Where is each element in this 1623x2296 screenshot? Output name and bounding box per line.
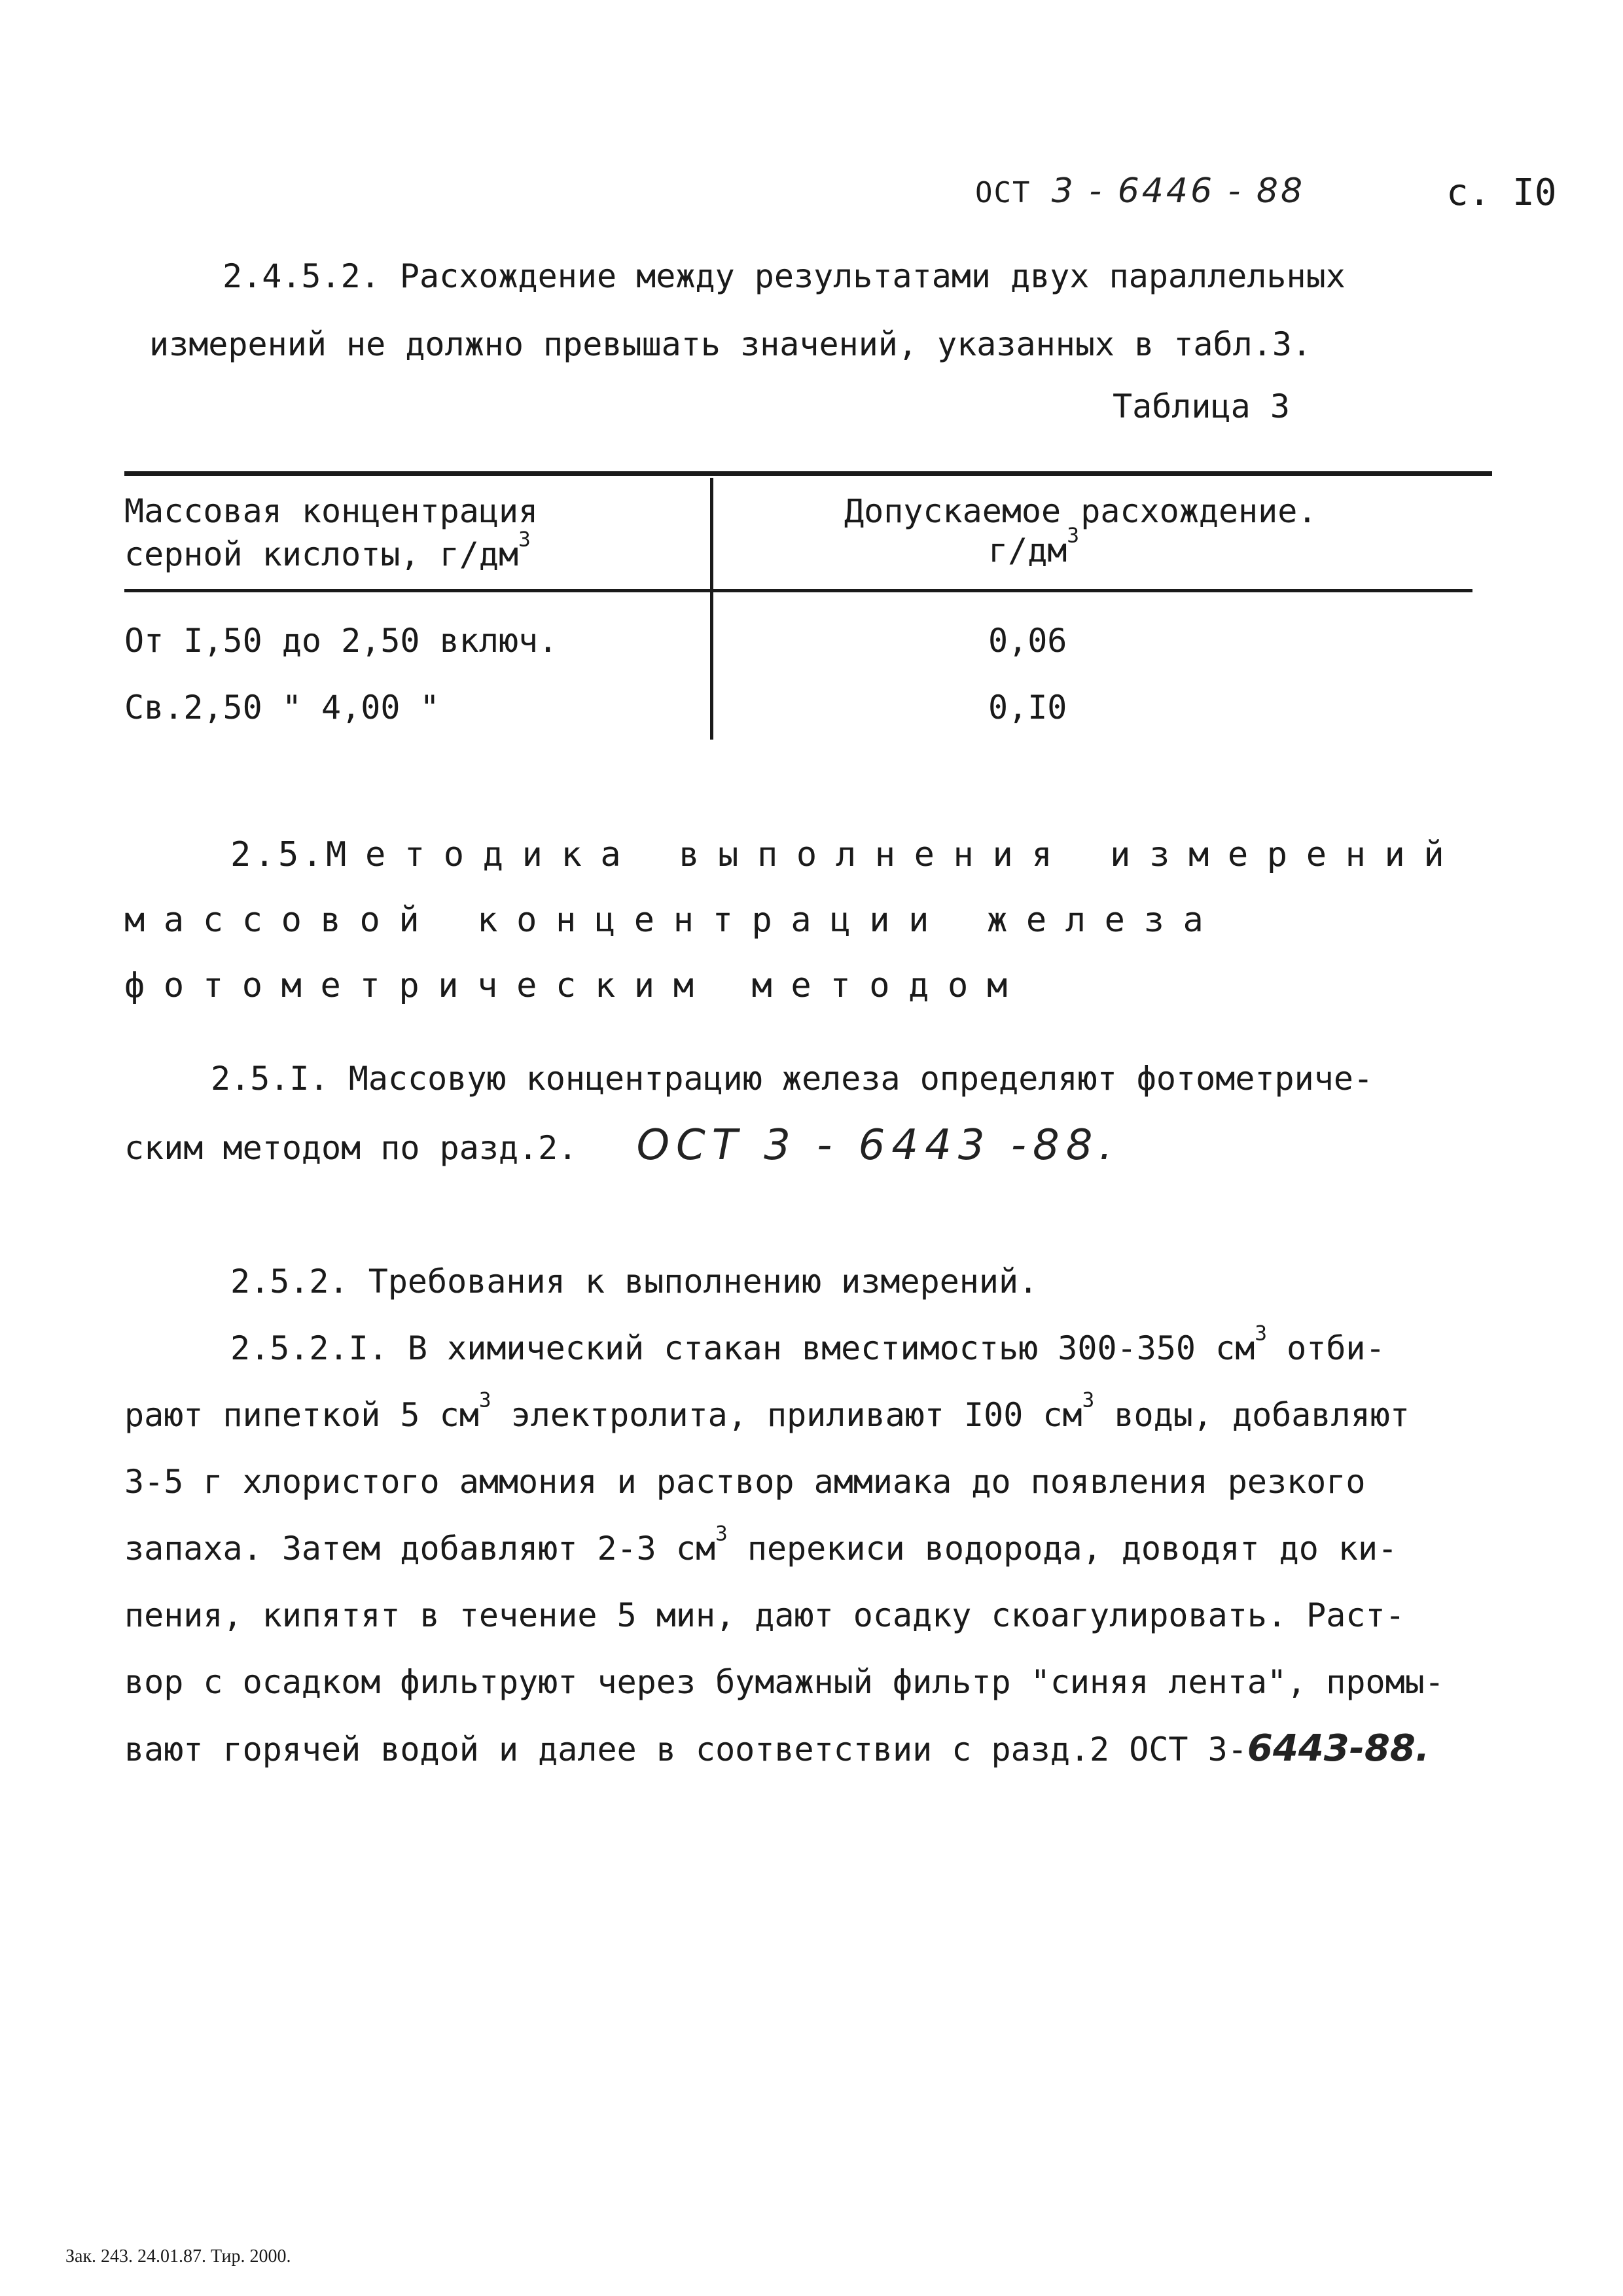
para-2521-line6: вор с осадком фильтруют через бумажный фильтр "синяя лента", промы-	[124, 1663, 1444, 1701]
para-2452-line1: 2.4.5.2. Расхождение между результатами двух параллельных	[223, 257, 1346, 295]
table-row-1-range: От I,50 до 2,50 включ.	[124, 622, 558, 660]
para-2521-line4: запаха. Затем добавляют 2-3 $см^3$ перекиси водорода, доводят до ки-	[124, 1522, 1398, 1568]
section-2-5-heading-line2: массовой концентрации железа	[124, 901, 1222, 940]
table-top-rule	[124, 471, 1492, 476]
handwritten-ost-reference: ОСТ 3 - 6443 -88.	[636, 1121, 1119, 1170]
section-2-5-heading-line1: 2.5.Методика выполнения измерений	[230, 835, 1463, 874]
para-252-line1: 2.5.2. Требования к выполнению измерений.	[230, 1263, 1039, 1300]
document-code	[975, 171, 1305, 211]
table-row-1-value: 0,06	[988, 622, 1067, 660]
col2-header-line2: $г/дм^3$	[988, 524, 1080, 569]
table-caption: Таблица 3	[1113, 387, 1290, 425]
table-header-rule	[124, 589, 1472, 592]
para-251-line1: 2.5.I. Массовую концентрацию железа определяют фотометриче-	[211, 1060, 1374, 1098]
handwritten-ost-number: 6443-88.	[1247, 1727, 1430, 1770]
para-251-line2: ским методом по разд.2. ОСТ 3 - 6443 -88.	[124, 1121, 1119, 1170]
table-column-divider	[710, 478, 713, 740]
para-2521-line7: вают горячей водой и далее в соответствии с разд.2 ОСТ 3-6443-88.	[124, 1727, 1430, 1770]
para-2521-line2: рают пипеткой 5 $см^3$ электролита, приливают I00 $см^3$ воды, добавляют	[124, 1388, 1410, 1434]
para-2521-line3: 3-5 г хлористого аммония и раствор аммиака до появления резкого	[124, 1463, 1366, 1501]
doc-number-handwritten: 3 - 6446 - 88	[1051, 171, 1306, 211]
print-imprint: Зак. 243. 24.01.87. Тир. 2000.	[65, 2246, 291, 2267]
col2-header-line1: Допускаемое расхождение.	[844, 492, 1317, 530]
para-2452-line2: измерений не должно превышать значений, указанных в табл.3.	[149, 325, 1312, 363]
col1-header-line2: серной кислоты, $г/дм^3$	[124, 528, 531, 573]
section-2-5-heading-line3: фотометрическим методом	[124, 966, 1026, 1005]
para-2521-line1: 2.5.2.I. В химический стакан вместимостью 300-350 $см^3$ отби-	[230, 1321, 1385, 1367]
table-row-2-value: 0,I0	[988, 689, 1067, 726]
para-2521-line5: пения, кипятят в течение 5 мин, дают осадку скоагулировать. Раст-	[124, 1596, 1405, 1634]
table-row-2-range: Св.2,50 " 4,00 "	[124, 689, 440, 726]
page-number: с. I0	[1446, 171, 1557, 214]
ost-prefix: ОСТ	[975, 176, 1031, 209]
col1-header-line1: Массовая концентрация	[124, 492, 539, 530]
